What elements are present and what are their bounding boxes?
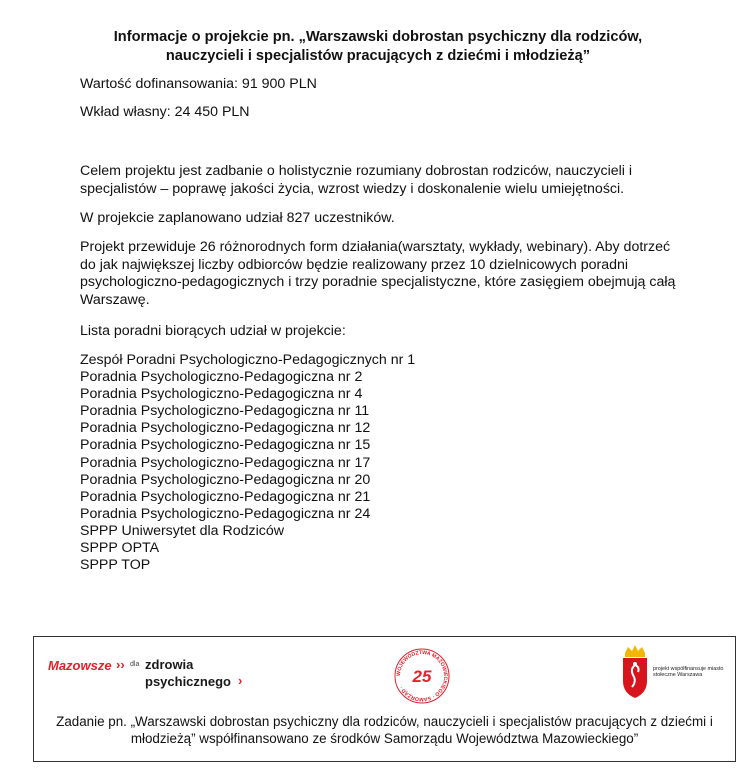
mazowsze-logo: [48, 654, 268, 694]
mazowsze-brand: Mazowsze: [48, 658, 112, 673]
list-item: Zespół Poradni Psychologiczno-Pedagogicznych nr 1: [80, 352, 416, 368]
list-item: Poradnia Psychologiczno-Pedagogiczna nr 21: [80, 488, 371, 505]
list-item: Poradnia Psychologiczno-Pedagogiczna nr 12: [80, 420, 371, 437]
clinics-heading: Lista poradni biorących udział w projekcie:: [80, 323, 346, 339]
list-item: Poradnia Psychologiczno-Pedagogiczna nr 15: [80, 437, 371, 454]
chevron-right-icon: ›: [238, 673, 243, 688]
warsaw-logo: [619, 643, 729, 703]
funding-footer: [33, 636, 736, 762]
list-item: Poradnia Psychologiczno-Pedagogiczna nr 4: [80, 386, 363, 403]
list-item: Poradnia Psychologiczno-Pedagogiczna nr 24: [80, 505, 371, 522]
warsaw-crest-icon: [619, 643, 651, 701]
list-item: Poradnia Psychologiczno-Pedagogiczna nr 17: [80, 454, 371, 471]
list-item: SPPP Uniwersytet dla Rodziców: [80, 522, 284, 539]
list-item: Poradnia Psychologiczno-Pedagogiczna nr 20: [80, 471, 371, 488]
anniversary-ring-text: WOJEWÓDZTWA MAZOWIECKIEGO · SAMORZĄD ·: [395, 649, 449, 703]
chevron-right-icon: ››: [116, 657, 125, 672]
activity-forms: Projekt przewiduje 26 różnorodnych form działania(warsztaty, wykłady, webinary). Aby dotrzeć do jak największej liczby odbiorców będzie realizowany przez 10 dzielnicowych poradni psychologiczno-pedagogicznych i trzy poradnie specjalistyczne, które zasięgiem obejmują całą Warszawę.: [80, 239, 676, 308]
document-title: [40, 28, 716, 66]
warsaw-caption: projekt współfinansuje miasto stołeczne Warszawa: [653, 666, 724, 679]
mazowsze-line2: psychicznego: [145, 674, 231, 689]
list-item: SPPP OPTA: [80, 540, 160, 557]
title-line-1: Informacje o projekcie pn. „Warszawski dobrostan psychiczny dla rodziców,: [113, 29, 643, 45]
list-item: Poradnia Psychologiczno-Pedagogiczna nr 2: [80, 369, 363, 386]
list-item: SPPP TOP: [80, 557, 151, 574]
title-line-2: nauczycieli i specjalistów pracujących z dziećmi i młodzieżą”: [165, 48, 591, 64]
mazowsze-prefix: dla: [130, 661, 140, 668]
anniversary-number: 25: [412, 667, 432, 686]
cofunding-note: Zadanie pn. „Warszawski dobrostan psychiczny dla rodziców, nauczycieli i specjalistów pracujących z dziećmi i młodzieżą” współfinansowano ze środków Samorządu Województwa Mazowieckiego”: [56, 714, 713, 746]
anniversary-25-icon: [393, 647, 451, 705]
own-contribution: Wkład własny: 24 450 PLN: [80, 104, 250, 120]
mazowsze-line1: zdrowia: [145, 657, 194, 672]
project-goal: Celem projektu jest zadbanie o holistycznie rozumiany dobrostan rodziców, nauczycieli i specjalistów – poprawę jakości życia, wzrost wiedzy i doskonalenie wielu umiejętności.: [80, 163, 633, 197]
list-item: Poradnia Psychologiczno-Pedagogiczna nr 11: [80, 403, 370, 420]
clinics-list: [80, 352, 415, 574]
anniversary-logo: [393, 647, 451, 705]
participants-info: W projekcie zaplanowano udział 827 uczestników.: [80, 210, 395, 226]
funding-amount: Wartość dofinansowania: 91 900 PLN: [80, 76, 317, 92]
